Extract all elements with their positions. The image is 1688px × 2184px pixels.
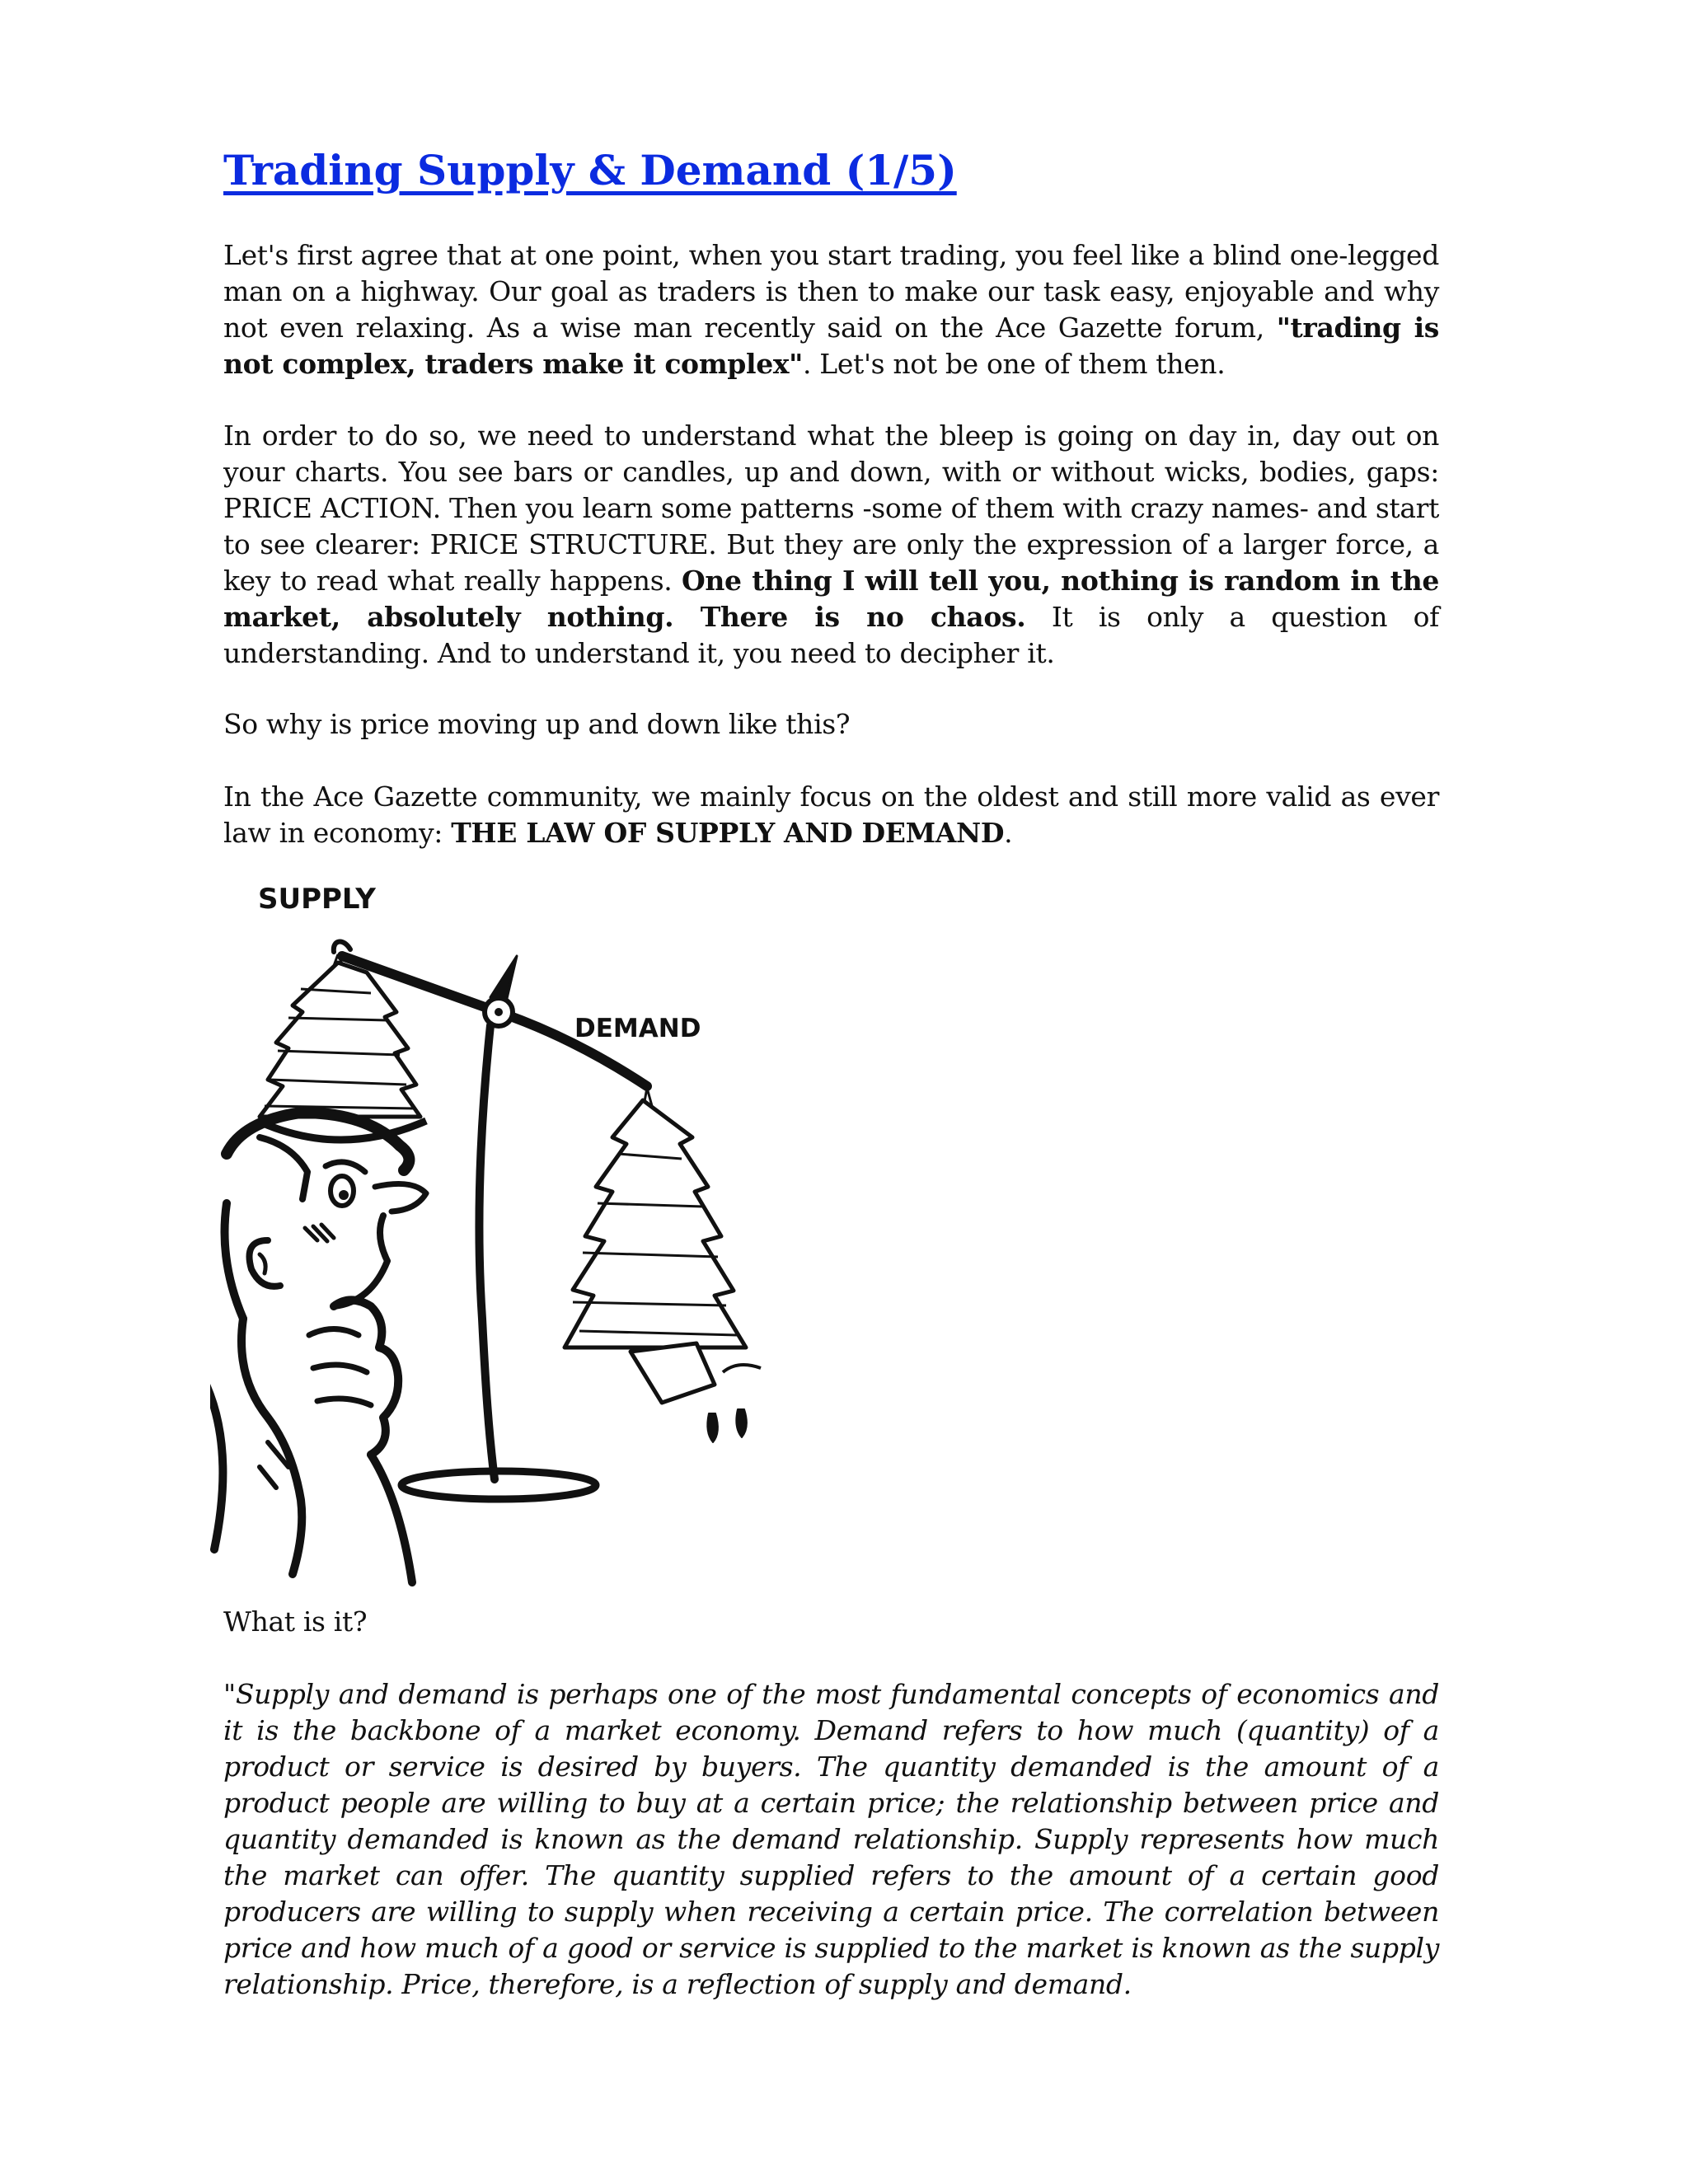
- paragraph-price-action-text-2: It is only a question of understanding. And to understand it, you need to decipher it.: [223, 601, 1440, 669]
- paragraph-intro: [223, 237, 1439, 382]
- paragraph-what-is-it: What is it?: [223, 1605, 368, 1638]
- paragraph-definition-quote: "Supply and demand is perhaps one of the most fundamental concepts of economics and it is the backbone of a market economy. Demand refers to how much (quantity) of a product or service is desired by buyers. The quantity demanded is the amount of a product people are willing to buy at a certain price; the relationship between price and quantity demanded is known as the demand relationship. Supply represents how much the market can offer. The quantity supplied refers to the amount of a certain good producers are willing to supply when receiving a certain price. The correlation between price and how much of a good or service is supplied to the market is known as the supply relationship. Price, therefore, is a reflection of supply and demand.: [223, 1678, 1439, 2000]
- paragraph-law-text-1: In the Ace Gazette community, we mainly focus on the oldest and still more valid as ever law in economy:: [223, 780, 1439, 849]
- paragraph-intro-text-2: . Let's not be one of them then.: [803, 348, 1226, 380]
- supply-label: SUPPLY: [258, 883, 376, 916]
- paragraph-law: [223, 779, 1439, 851]
- supply-demand-scale-cartoon: [210, 874, 820, 1591]
- paragraph-law-emphasis: THE LAW OF SUPPLY AND DEMAND: [451, 817, 1005, 849]
- paragraph-intro-quote: "trading is not complex, traders make it complex": [223, 312, 1439, 380]
- page-title-link[interactable]: Trading Supply & Demand (1/5): [223, 146, 957, 194]
- demand-pan: [565, 1088, 761, 1442]
- paragraph-question: So why is price moving up and down like this?: [223, 708, 851, 740]
- demand-label: DEMAND: [574, 1014, 701, 1043]
- paragraph-price-action-text-1: In order to do so, we need to understand what the bleep is going on day in, day out on your charts. You see bars or candles, up and down, with or without wicks, bodies, gaps: PRICE ACTION. Then you learn some patterns -some of them with crazy names- and start to see clearer: PRICE STRUCTURE. But they are only the expression of a larger force, a key to read what really happens.: [223, 419, 1439, 597]
- paragraph-price-action-emphasis: One thing I will tell you, nothing is random in the market, absolutely nothing. There is no chaos.: [223, 565, 1439, 633]
- thinking-man-figure: [210, 1113, 426, 1582]
- paragraph-intro-text-1: Let's first agree that at one point, when you start trading, you feel like a blind one-legged man on a highway. Our goal as traders is then to make our task easy, enjoyable and why not even relaxing. As a wise man recently said on the Ace Gazette forum,: [223, 239, 1439, 344]
- paragraph-price-action: [223, 418, 1439, 672]
- paragraph-law-text-2: .: [1004, 817, 1013, 849]
